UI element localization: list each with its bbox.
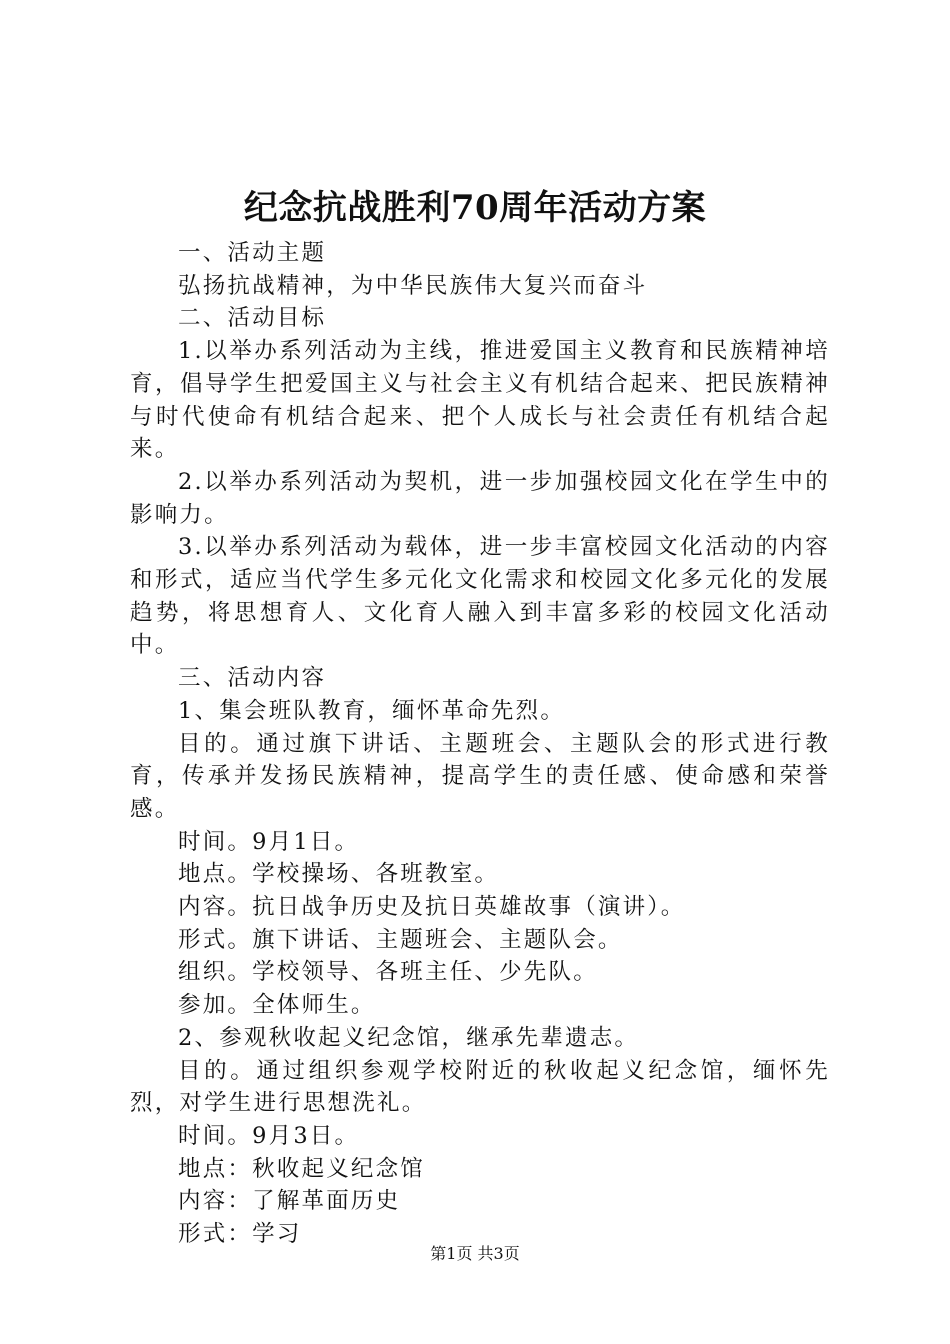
document-title: 纪念抗战胜利70周年活动方案 bbox=[243, 188, 707, 228]
paragraph: 时间。9月3日。 bbox=[178, 1122, 360, 1149]
paragraph: 地点：秋收起义纪念馆 bbox=[178, 1155, 426, 1182]
paragraph: 时间。9月1日。 bbox=[178, 828, 360, 855]
paragraph: 组织。学校领导、各班主任、少先队。 bbox=[178, 959, 598, 986]
paragraph: 目的。通过组织参观学校附近的秋收起义纪念馆，缅怀先烈，对学生进行思想洗礼。 bbox=[130, 1057, 830, 1117]
paragraph: 弘扬抗战精神，为中华民族伟大复兴而奋斗 bbox=[178, 272, 648, 299]
document-body bbox=[130, 237, 830, 1251]
paragraph: 形式。旗下讲话、主题班会、主题队会。 bbox=[178, 926, 623, 953]
subheading: 2、参观秋收起义纪念馆，继承先辈遗志。 bbox=[178, 1024, 640, 1051]
paragraph: 3.以举办系列活动为载体，进一步丰富校园文化活动的内容和形式，适应当代学生多元化文化需求和校园文化多元化的发展趋势，将思想育人、文化育人融入到丰富多彩的校园文化活动中。 bbox=[130, 534, 830, 659]
paragraph: 内容。抗日战争历史及抗日英雄故事（演讲）。 bbox=[178, 894, 686, 921]
paragraph: 内容：了解革面历史 bbox=[178, 1188, 401, 1215]
section-heading-content: 三、活动内容 bbox=[178, 665, 327, 692]
paragraph: 目的。通过旗下讲话、主题班会、主题队会的形式进行教育，传承并发扬民族精神，提高学生的责任感、使命感和荣誉感。 bbox=[130, 730, 830, 822]
page-number-footer: 第1页 共3页 bbox=[430, 1244, 520, 1263]
section-heading-theme: 一、活动主题 bbox=[178, 240, 327, 266]
paragraph: 1.以举办系列活动为主线，推进爱国主义教育和民族精神培育，倡导学生把爱国主义与社会主义有机结合起来、把民族精神与时代使命有机结合起来、把个人成长与社会责任有机结合起来。 bbox=[130, 338, 830, 463]
paragraph: 形式：学习 bbox=[178, 1221, 302, 1248]
paragraph: 2.以举办系列活动为契机，进一步加强校园文化在学生中的影响力。 bbox=[130, 468, 830, 528]
subheading: 1、集会班队教育，缅怀革命先烈。 bbox=[178, 697, 566, 724]
section-heading-goals: 二、活动目标 bbox=[178, 305, 327, 332]
paragraph: 参加。全体师生。 bbox=[178, 992, 376, 1019]
paragraph: 地点。学校操场、各班教室。 bbox=[178, 861, 500, 888]
